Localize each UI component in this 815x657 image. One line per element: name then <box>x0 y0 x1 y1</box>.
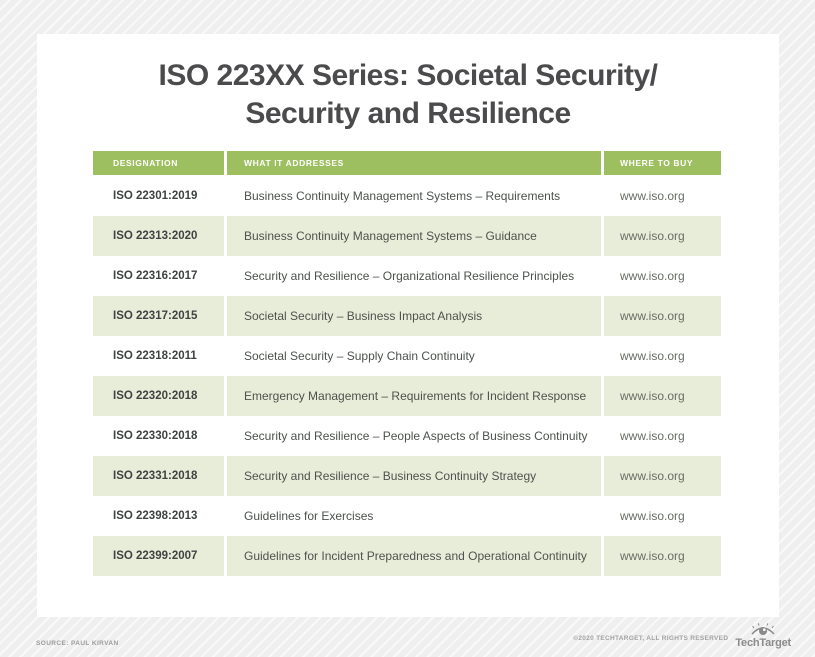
column-header-where-to-buy: WHERE TO BUY <box>604 151 721 175</box>
table-row <box>93 296 721 336</box>
designation-cell: ISO 22318:2011 <box>93 336 224 376</box>
designation-cell: ISO 22316:2017 <box>93 256 224 296</box>
what-it-addresses-cell: Business Continuity Management Systems – Requirements <box>227 176 601 216</box>
table-row <box>93 336 721 376</box>
where-to-buy-cell: www.iso.org <box>604 256 721 296</box>
designation-cell: ISO 22313:2020 <box>93 216 224 256</box>
content-card <box>37 34 779 617</box>
table-row <box>93 176 721 216</box>
designation-cell: ISO 22330:2018 <box>93 416 224 456</box>
brand-name: TechTarget <box>735 637 791 649</box>
where-to-buy-cell: www.iso.org <box>604 336 721 376</box>
designation-cell: ISO 22317:2015 <box>93 296 224 336</box>
what-it-addresses-cell: Emergency Management – Requirements for Incident Response <box>227 376 601 416</box>
column-header-what-it-addresses: WHAT IT ADDRESSES <box>227 151 601 175</box>
table-row <box>93 496 721 536</box>
table-row <box>93 256 721 296</box>
what-it-addresses-cell: Business Continuity Management Systems – Guidance <box>227 216 601 256</box>
where-to-buy-cell: www.iso.org <box>604 216 721 256</box>
iso-standards-table <box>93 151 721 576</box>
table-body <box>93 176 721 576</box>
table-row <box>93 216 721 256</box>
designation-cell: ISO 22398:2013 <box>93 496 224 536</box>
designation-cell: ISO 22320:2018 <box>93 376 224 416</box>
source-credit: SOURCE: PAUL KIRVAN <box>36 640 119 647</box>
where-to-buy-cell: www.iso.org <box>604 496 721 536</box>
where-to-buy-cell: www.iso.org <box>604 176 721 216</box>
table-row <box>93 376 721 416</box>
table-header-row <box>93 151 721 175</box>
what-it-addresses-cell: Societal Security – Business Impact Analysis <box>227 296 601 336</box>
page-title-line2: Security and Resilience <box>245 97 571 130</box>
designation-cell: ISO 22331:2018 <box>93 456 224 496</box>
designation-cell: ISO 22399:2007 <box>93 536 224 576</box>
where-to-buy-cell: www.iso.org <box>604 376 721 416</box>
copyright-text: ©2020 TECHTARGET, ALL RIGHTS RESERVED <box>573 635 729 642</box>
where-to-buy-cell: www.iso.org <box>604 456 721 496</box>
where-to-buy-cell: www.iso.org <box>604 536 721 576</box>
page-title <box>37 57 779 133</box>
what-it-addresses-cell: Security and Resilience – Business Continuity Strategy <box>227 456 601 496</box>
where-to-buy-cell: www.iso.org <box>604 296 721 336</box>
techtarget-logo <box>735 621 791 649</box>
what-it-addresses-cell: Societal Security – Supply Chain Continuity <box>227 336 601 376</box>
column-header-designation: DESIGNATION <box>93 151 224 175</box>
page-title-line1: ISO 223XX Series: Societal Security/ <box>158 59 658 92</box>
what-it-addresses-cell: Security and Resilience – Organizational Resilience Principles <box>227 256 601 296</box>
table-row <box>93 456 721 496</box>
what-it-addresses-cell: Security and Resilience – People Aspects of Business Continuity <box>227 416 601 456</box>
table-row <box>93 536 721 576</box>
table-row <box>93 416 721 456</box>
where-to-buy-cell: www.iso.org <box>604 416 721 456</box>
footer-branding <box>573 621 791 649</box>
what-it-addresses-cell: Guidelines for Incident Preparedness and Operational Continuity <box>227 536 601 576</box>
designation-cell: ISO 22301:2019 <box>93 176 224 216</box>
what-it-addresses-cell: Guidelines for Exercises <box>227 496 601 536</box>
eye-icon <box>750 621 776 637</box>
